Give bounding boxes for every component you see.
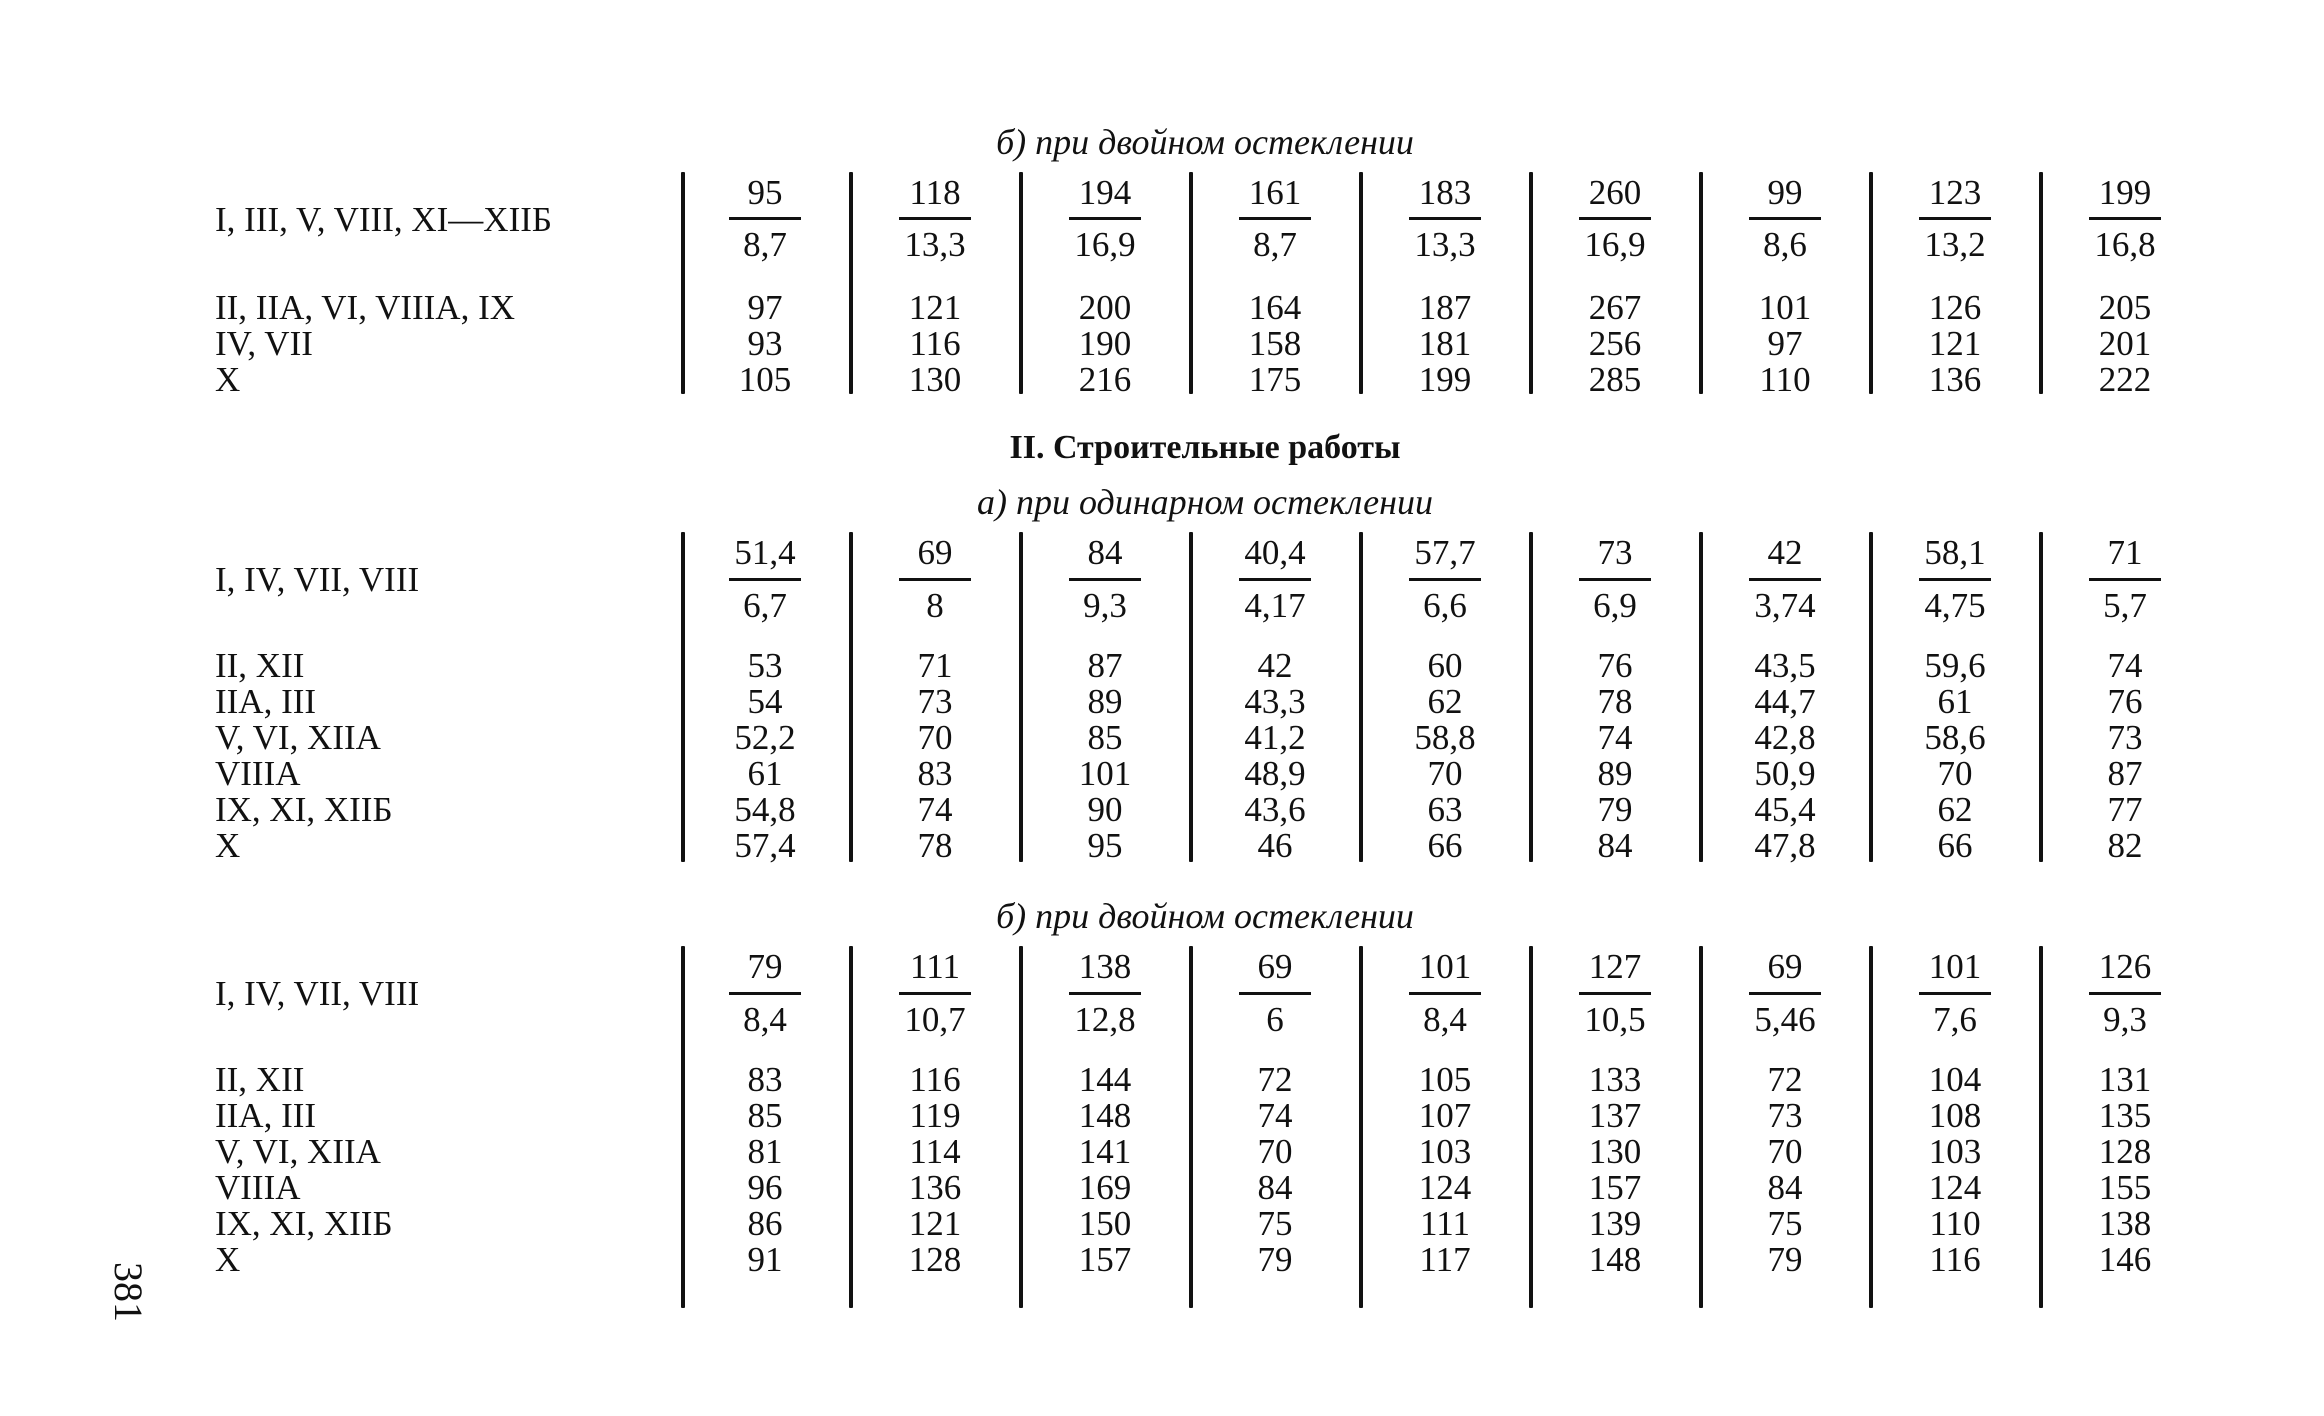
- table-cell: 73: [917, 682, 953, 721]
- fraction-bar: [729, 217, 801, 220]
- column-separator: [1189, 946, 1193, 1308]
- table-cell: 43,6: [1244, 790, 1306, 829]
- table-cell: 84: [1257, 1168, 1293, 1207]
- table-cell: 104: [1928, 1060, 1982, 1099]
- row-label: II, XII: [215, 646, 305, 685]
- fraction-denominator: 6,6: [1423, 586, 1467, 625]
- column-separator: [1699, 946, 1703, 1308]
- table-cell: 57,4: [734, 826, 796, 865]
- table-cell: 97: [747, 288, 783, 327]
- table-cell: 155: [2098, 1168, 2152, 1207]
- column-separator: [1699, 532, 1703, 862]
- fraction-denominator: 5,7: [2103, 586, 2147, 625]
- table-cell: 85: [747, 1096, 783, 1135]
- table-cell: 54,8: [734, 790, 796, 829]
- table-cell: 87: [1087, 646, 1123, 685]
- fraction-denominator: 3,74: [1754, 586, 1816, 625]
- fraction-denominator: 10,5: [1584, 1000, 1646, 1039]
- fraction-denominator: 5,46: [1754, 1000, 1816, 1039]
- table-cell: 150: [1078, 1204, 1132, 1243]
- table-cell: 53: [747, 646, 783, 685]
- page-number: 381: [106, 1262, 151, 1322]
- table-cell: 72: [1767, 1060, 1803, 1099]
- fraction-numerator: 79: [747, 947, 783, 986]
- column-separator: [1699, 172, 1703, 394]
- row-label: X: [215, 826, 241, 865]
- table-cell: 187: [1418, 288, 1472, 327]
- table-cell: 201: [2098, 324, 2152, 363]
- table-cell: 83: [917, 754, 953, 793]
- table-cell: 121: [908, 288, 962, 327]
- table-cell: 108: [1928, 1096, 1982, 1135]
- fraction-denominator: 9,3: [2103, 1000, 2147, 1039]
- column-separator: [1019, 946, 1023, 1308]
- table-cell: 59,6: [1924, 646, 1986, 685]
- fraction-denominator: 16,8: [2094, 225, 2156, 264]
- fraction-denominator: 6: [1266, 1000, 1284, 1039]
- table-cell: 44,7: [1754, 682, 1816, 721]
- row-label: X: [215, 1240, 241, 1279]
- table-cell: 101: [1758, 288, 1812, 327]
- table-cell: 73: [1767, 1096, 1803, 1135]
- table-cell: 91: [747, 1240, 783, 1279]
- table-cell: 114: [909, 1132, 961, 1171]
- fraction-bar: [1239, 217, 1311, 220]
- fraction-denominator: 13,2: [1924, 225, 1986, 264]
- table-cell: 58,6: [1924, 718, 1986, 757]
- table-cell: 190: [1078, 324, 1132, 363]
- table-cell: 148: [1078, 1096, 1132, 1135]
- table-cell: 130: [1588, 1132, 1642, 1171]
- table-cell: 121: [908, 1204, 962, 1243]
- row-label: II, XII: [215, 1060, 305, 1099]
- fraction-bar: [899, 992, 971, 995]
- fraction-bar: [729, 578, 801, 581]
- column-separator: [2039, 172, 2043, 394]
- fraction-numerator: 71: [2107, 533, 2143, 572]
- table-cell: 130: [908, 360, 962, 399]
- table-cell: 81: [747, 1132, 783, 1171]
- table-cell: 52,2: [734, 718, 796, 757]
- fraction-bar: [1409, 217, 1481, 220]
- table-cell: 50,9: [1754, 754, 1816, 793]
- fraction-bar: [1579, 992, 1651, 995]
- fraction-bar: [1749, 578, 1821, 581]
- fraction-numerator: 118: [909, 173, 961, 212]
- table-cell: 43,3: [1244, 682, 1306, 721]
- table-cell: 164: [1248, 288, 1302, 327]
- table-cell: 124: [1928, 1168, 1982, 1207]
- column-separator: [1529, 946, 1533, 1308]
- row-label: IIA, III: [215, 682, 317, 721]
- fraction-denominator: 8: [926, 586, 944, 625]
- fraction-denominator: 16,9: [1074, 225, 1136, 264]
- table-cell: 70: [1427, 754, 1463, 793]
- table-cell: 216: [1078, 360, 1132, 399]
- table-cell: 79: [1597, 790, 1633, 829]
- fraction-numerator: 69: [917, 533, 953, 572]
- table-cell: 85: [1087, 718, 1123, 757]
- table-cell: 200: [1078, 288, 1132, 327]
- fraction-denominator: 8,4: [1423, 1000, 1467, 1039]
- fraction-numerator: 69: [1767, 947, 1803, 986]
- fraction-denominator: 7,6: [1933, 1000, 1977, 1039]
- table-cell: 82: [2107, 826, 2143, 865]
- column-separator: [1869, 172, 1873, 394]
- fraction-bar: [1409, 992, 1481, 995]
- column-separator: [1359, 532, 1363, 862]
- table-cell: 181: [1418, 324, 1472, 363]
- table-cell: 222: [2098, 360, 2152, 399]
- column-separator: [1359, 946, 1363, 1308]
- fraction-bar: [899, 578, 971, 581]
- fraction-bar: [1749, 992, 1821, 995]
- fraction-bar: [2089, 578, 2161, 581]
- column-separator: [1869, 946, 1873, 1308]
- row-label: IX, XI, XIIБ: [215, 1204, 393, 1243]
- table-cell: 101: [1078, 754, 1132, 793]
- table-cell: 74: [2107, 646, 2143, 685]
- table-cell: 136: [908, 1168, 962, 1207]
- column-separator: [849, 172, 853, 394]
- column-separator: [681, 172, 685, 394]
- table-cell: 70: [1257, 1132, 1293, 1171]
- table-cell: 79: [1257, 1240, 1293, 1279]
- row-label: II, IIA, VI, VIIIA, IX: [215, 288, 516, 327]
- fraction-numerator: 123: [1928, 173, 1982, 212]
- table-cell: 135: [2098, 1096, 2152, 1135]
- table-cell: 148: [1588, 1240, 1642, 1279]
- fraction-denominator: 10,7: [904, 1000, 966, 1039]
- row-label: IX, XI, XIIБ: [215, 790, 393, 829]
- column-separator: [1869, 532, 1873, 862]
- column-separator: [1189, 172, 1193, 394]
- fraction-bar: [2089, 992, 2161, 995]
- fraction-denominator: 16,9: [1584, 225, 1646, 264]
- table-cell: 169: [1078, 1168, 1132, 1207]
- table-cell: 96: [747, 1168, 783, 1207]
- section-heading: б) при двойном остеклении: [996, 122, 1414, 162]
- fraction-numerator: 260: [1588, 173, 1642, 212]
- table-cell: 78: [917, 826, 953, 865]
- table-cell: 144: [1078, 1060, 1132, 1099]
- column-separator: [849, 946, 853, 1308]
- fraction-numerator: 138: [1078, 947, 1132, 986]
- table-cell: 205: [2098, 288, 2152, 327]
- fraction-numerator: 111: [910, 947, 960, 986]
- table-cell: 116: [909, 1060, 961, 1099]
- table-cell: 93: [747, 324, 783, 363]
- table-cell: 136: [1928, 360, 1982, 399]
- column-separator: [1019, 172, 1023, 394]
- fraction-numerator: 183: [1418, 173, 1472, 212]
- column-separator: [1189, 532, 1193, 862]
- fraction-denominator: 12,8: [1074, 1000, 1136, 1039]
- table-cell: 116: [909, 324, 961, 363]
- table-cell: 107: [1418, 1096, 1472, 1135]
- table-cell: 42,8: [1754, 718, 1816, 757]
- section-title: II. Строительные работы: [1009, 429, 1401, 466]
- table-cell: 76: [1597, 646, 1633, 685]
- table-cell: 45,4: [1754, 790, 1816, 829]
- table-cell: 97: [1767, 324, 1803, 363]
- column-separator: [2039, 532, 2043, 862]
- fraction-bar: [1409, 578, 1481, 581]
- fraction-numerator: 199: [2098, 173, 2152, 212]
- table-cell: 87: [2107, 754, 2143, 793]
- fraction-numerator: 73: [1597, 533, 1633, 572]
- row-label: VIIIA: [215, 1168, 301, 1207]
- table-cell: 146: [2098, 1240, 2152, 1279]
- table-cell: 84: [1767, 1168, 1803, 1207]
- table-cell: 89: [1597, 754, 1633, 793]
- row-label: I, III, V, VIII, XI—XIIБ: [215, 200, 552, 239]
- table-cell: 76: [2107, 682, 2143, 721]
- table-cell: 119: [909, 1096, 961, 1135]
- table-cell: 110: [1929, 1204, 1981, 1243]
- fraction-numerator: 57,7: [1414, 533, 1476, 572]
- fraction-denominator: 6,7: [743, 586, 787, 625]
- table-cell: 117: [1419, 1240, 1471, 1279]
- table-cell: 84: [1597, 826, 1633, 865]
- fraction-denominator: 4,17: [1244, 586, 1306, 625]
- table-cell: 285: [1588, 360, 1642, 399]
- table-cell: 62: [1937, 790, 1973, 829]
- table-cell: 61: [1937, 682, 1973, 721]
- table-cell: 42: [1257, 646, 1293, 685]
- table-cell: 137: [1588, 1096, 1642, 1135]
- table-cell: 90: [1087, 790, 1123, 829]
- table-cell: 128: [908, 1240, 962, 1279]
- fraction-numerator: 101: [1418, 947, 1472, 986]
- fraction-bar: [1579, 578, 1651, 581]
- column-separator: [1019, 532, 1023, 862]
- table-cell: 131: [2098, 1060, 2152, 1099]
- table-cell: 78: [1597, 682, 1633, 721]
- fraction-numerator: 101: [1928, 947, 1982, 986]
- table-cell: 70: [1767, 1132, 1803, 1171]
- fraction-bar: [1579, 217, 1651, 220]
- table-cell: 75: [1767, 1204, 1803, 1243]
- table-cell: 73: [2107, 718, 2143, 757]
- fraction-bar: [1069, 217, 1141, 220]
- table-cell: 89: [1087, 682, 1123, 721]
- table-cell: 46: [1257, 826, 1293, 865]
- table-cell: 74: [1257, 1096, 1293, 1135]
- fraction-denominator: 8,7: [1253, 225, 1297, 264]
- table-cell: 105: [738, 360, 792, 399]
- table-cell: 75: [1257, 1204, 1293, 1243]
- fraction-bar: [1919, 992, 1991, 995]
- column-separator: [681, 946, 685, 1308]
- fraction-bar: [729, 992, 801, 995]
- table-cell: 199: [1418, 360, 1472, 399]
- fraction-denominator: 13,3: [904, 225, 966, 264]
- table-cell: 71: [917, 646, 953, 685]
- table-cell: 62: [1427, 682, 1463, 721]
- fraction-numerator: 99: [1767, 173, 1803, 212]
- table-cell: 61: [747, 754, 783, 793]
- fraction-denominator: 8,4: [743, 1000, 787, 1039]
- row-label: IIA, III: [215, 1096, 317, 1135]
- table-cell: 256: [1588, 324, 1642, 363]
- fraction-bar: [1069, 992, 1141, 995]
- section-heading: б) при двойном остеклении: [996, 896, 1414, 936]
- column-separator: [1529, 532, 1533, 862]
- table-cell: 77: [2107, 790, 2143, 829]
- fraction-numerator: 84: [1087, 533, 1123, 572]
- fraction-numerator: 69: [1257, 947, 1293, 986]
- table-cell: 121: [1928, 324, 1982, 363]
- table-cell: 126: [1928, 288, 1982, 327]
- table-cell: 141: [1078, 1132, 1132, 1171]
- table-cell: 128: [2098, 1132, 2152, 1171]
- table-cell: 60: [1427, 646, 1463, 685]
- table-cell: 111: [1420, 1204, 1470, 1243]
- table-cell: 139: [1588, 1204, 1642, 1243]
- fraction-bar: [899, 217, 971, 220]
- fraction-denominator: 8,7: [743, 225, 787, 264]
- column-separator: [2039, 946, 2043, 1308]
- table-cell: 58,8: [1414, 718, 1476, 757]
- row-label: V, VI, XIIA: [215, 718, 381, 757]
- table-cell: 138: [2098, 1204, 2152, 1243]
- table-cell: 47,8: [1754, 826, 1816, 865]
- fraction-denominator: 4,75: [1924, 586, 1986, 625]
- fraction-numerator: 58,1: [1924, 533, 1986, 572]
- table-cell: 66: [1937, 826, 1973, 865]
- row-label: IV, VII: [215, 324, 313, 363]
- table-cell: 158: [1248, 324, 1302, 363]
- table-cell: 157: [1078, 1240, 1132, 1279]
- table-cell: 63: [1427, 790, 1463, 829]
- section-heading: а) при одинарном остеклении: [977, 482, 1433, 522]
- fraction-numerator: 127: [1588, 947, 1642, 986]
- table-cell: 74: [1597, 718, 1633, 757]
- row-label: V, VI, XIIA: [215, 1132, 381, 1171]
- fraction-numerator: 42: [1767, 533, 1803, 572]
- table-cell: 43,5: [1754, 646, 1816, 685]
- fraction-denominator: 9,3: [1083, 586, 1127, 625]
- fraction-bar: [1919, 217, 1991, 220]
- fraction-denominator: 6,9: [1593, 586, 1637, 625]
- fraction-denominator: 8,6: [1763, 225, 1807, 264]
- fraction-denominator: 13,3: [1414, 225, 1476, 264]
- table-cell: 72: [1257, 1060, 1293, 1099]
- column-separator: [849, 532, 853, 862]
- table-cell: 103: [1928, 1132, 1982, 1171]
- fraction-numerator: 126: [2098, 947, 2152, 986]
- fraction-bar: [1239, 992, 1311, 995]
- fraction-bar: [1069, 578, 1141, 581]
- fraction-numerator: 161: [1248, 173, 1302, 212]
- fraction-numerator: 51,4: [734, 533, 796, 572]
- fraction-bar: [1919, 578, 1991, 581]
- fraction-bar: [1239, 578, 1311, 581]
- table-cell: 79: [1767, 1240, 1803, 1279]
- table-cell: 124: [1418, 1168, 1472, 1207]
- table-cell: 110: [1759, 360, 1811, 399]
- row-label: I, IV, VII, VIII: [215, 974, 420, 1013]
- table-cell: 86: [747, 1204, 783, 1243]
- table-cell: 95: [1087, 826, 1123, 865]
- table-cell: 105: [1418, 1060, 1472, 1099]
- table-cell: 83: [747, 1060, 783, 1099]
- column-separator: [1359, 172, 1363, 394]
- table-cell: 267: [1588, 288, 1642, 327]
- table-cell: 70: [1937, 754, 1973, 793]
- fraction-numerator: 194: [1078, 173, 1132, 212]
- column-separator: [1529, 172, 1533, 394]
- table-cell: 157: [1588, 1168, 1642, 1207]
- fraction-bar: [1749, 217, 1821, 220]
- table-cell: 41,2: [1244, 718, 1306, 757]
- row-label: VIIIA: [215, 754, 301, 793]
- table-cell: 133: [1588, 1060, 1642, 1099]
- fraction-numerator: 95: [747, 173, 783, 212]
- row-label: I, IV, VII, VIII: [215, 560, 420, 599]
- table-cell: 116: [1929, 1240, 1981, 1279]
- fraction-bar: [2089, 217, 2161, 220]
- table-cell: 54: [747, 682, 783, 721]
- fraction-numerator: 40,4: [1244, 533, 1306, 572]
- column-separator: [681, 532, 685, 862]
- table-cell: 70: [917, 718, 953, 757]
- row-label: X: [215, 360, 241, 399]
- table-cell: 66: [1427, 826, 1463, 865]
- table-cell: 48,9: [1244, 754, 1306, 793]
- table-cell: 175: [1248, 360, 1302, 399]
- table-cell: 74: [917, 790, 953, 829]
- table-cell: 103: [1418, 1132, 1472, 1171]
